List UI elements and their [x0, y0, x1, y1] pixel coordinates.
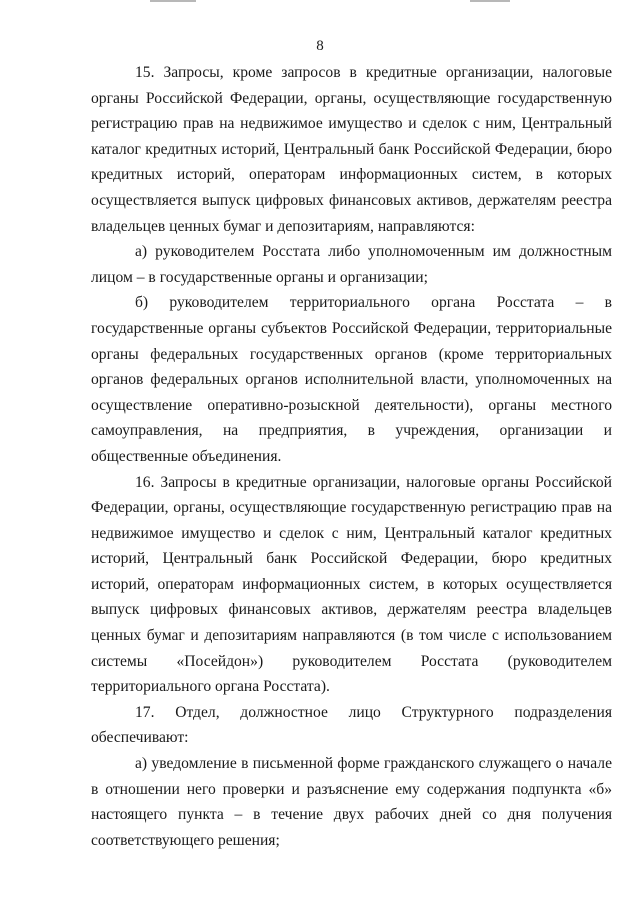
document-body: [91, 60, 612, 853]
paragraph-16: 16. Запросы в кредитные организации, налоговые органы Российской Федерации, органы, осуществляющие государственную регистрацию прав на недвижимое имущество и сделок с ним, Центральный каталог кредитных историй, Центральный банк Российской Федерации, бюро кредитных историй, операторам информационных систем, в которых осуществляется выпуск цифровых финансовых активов, держателям реестра владельцев ценных бумаг и депозитариям направляются (в том числе с использованием системы «Посейдон») руководителем Росстата (руководителем территориального органа Росстата).: [91, 473, 612, 696]
paragraph-17-a: а) уведомление в письменной форме гражданского служащего о начале в отношении него проверки и разъяснение ему содержания подпункта «б» настоящего пункта – в течение двух рабочих дней со дня получения соответствующего решения;: [91, 755, 612, 849]
paragraph-15: 15. Запросы, кроме запросов в кредитные организации, налоговые органы Российской Федерации, органы, осуществляющие государственную регистрацию прав на недвижимое имущество и сделок с ним, Центральный каталог кредитных историй, Центральный банк Российской Федерации, бюро кредитных историй, операторам информационных систем, в которых осуществляется выпуск цифровых финансовых активов, держателям реестра владельцев ценных бумаг и депозитариям, направляются:: [91, 64, 612, 235]
paragraph-15-b: б) руководителем территориального органа Росстата – в государственные органы субъектов Российской Федерации, территориальные органы федеральных государственных органов (кроме территориальных органов федеральных органов исполнительной власти, уполномоченных на осуществление оперативно-розыскной деятельности), органы местного самоуправления, на предприятия, в учреждения, организации и общественные объединения.: [91, 294, 612, 465]
page-number: 8: [316, 38, 324, 54]
paragraph-17: 17. Отдел, должностное лицо Структурного подразделения обеспечивают:: [91, 703, 612, 747]
scan-mark-left: [150, 0, 196, 2]
scan-mark-right: [470, 0, 510, 2]
paragraph-15-a: а) руководителем Росстата либо уполномоченным им должностным лицом – в государственные органы и организации;: [91, 243, 612, 286]
